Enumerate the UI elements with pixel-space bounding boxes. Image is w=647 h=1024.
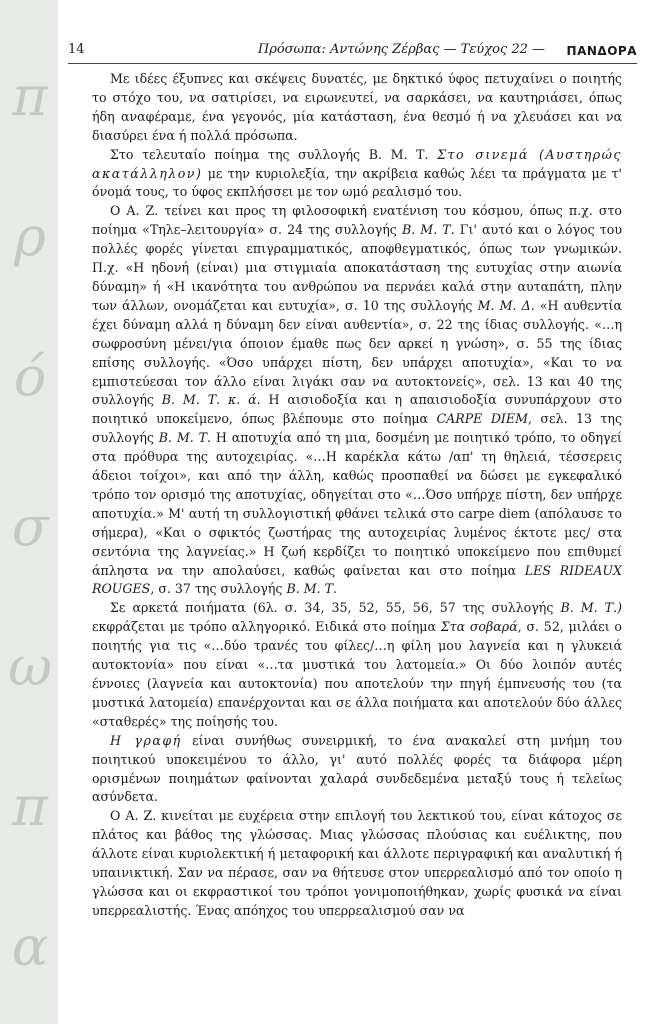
- side-letter: ό: [13, 345, 47, 408]
- text: Στο τελευταίο ποίημα της συλλογής Β. Μ. Τ.: [110, 146, 438, 162]
- collection-title: Β. Μ. Τ.: [158, 430, 212, 446]
- article-body: [92, 70, 622, 921]
- paragraph: [92, 807, 622, 920]
- collection-title: Β. Μ. Τ.: [286, 581, 338, 597]
- side-letter: σ: [11, 495, 49, 558]
- collection-title: Β. Μ. Τ.): [560, 600, 622, 616]
- text: Σε αρκετά ποιήματα (6λ. σ. 34, 35, 52, 55, 56, 57 της συλλογής: [110, 600, 561, 616]
- text: Ο Α. Ζ. κινείται με ευχέρεια στην επιλογή του λεκτικού του, είναι κάτοχος σε πλάτος και βάθος της γλώσσας. Μιας γλώσσας πλούσιας και ευέλικτης, που άλλοτε είναι κυριολεκτική ή μεταφορική και άλλοτε περιγραφική και αναλυτική ή υπαινικτική. Σαν να πέρασε, σαν να θήτευσε στον υπερρεαλισμό από τον οποίο η γλώσσα και οι εκφραστικοί του τρόποι γονιμοποιήθηκαν, χωρίς φυσικά να είναι υπερρεαλιστής. Ένας απόηχος του υπερρεαλισμού σαν να: [92, 808, 622, 918]
- text: εκφράζεται με τρόπο αλληγορικό. Ειδικά στο ποίημα: [92, 619, 441, 635]
- magazine-logo: ΠΑΝΔΟΡΑ: [566, 44, 637, 58]
- collection-title: Β. Μ. Τ. κ. ά.: [161, 392, 261, 408]
- text: , σελ. 13 της συλλογής: [92, 411, 622, 446]
- poem-title: CARPE DIEM: [436, 411, 528, 427]
- collection-title: Μ. Μ. Δ.: [477, 297, 535, 313]
- text: Η αποτυχία από τη μια, δοσμένη με ποιητικό τρόπο, το οδηγεί στα πρόθυρα της αυτοχειρίας. «…Η καρέκλα κάτω /απ' τη θηλειά, τέσσερεις άδειοι τοίχοι», και από την άλλη, καθώς προσπαθεί να δώσει με εγκεφαλικό τρόπο τον ορισμό της αποτυχίας, οδηγείται στο «…Όσο υπήρχε πίστη, δεν υπήρχε αποτυχία.» Μ' αυτή τη συλλογιστική φθάνει τελικά στο carpe diem (απόλαυσε το σήμερα), «Και ο σφικτός ζωστήρας της αυτοχειρίας λυμένος έκτοτε μες/ στα σεντόνια της λαγνείας.» Η ζωή κερδίζει το ποιητικό υποκείμενο που επιθυμεί άπληστα να την απολαύσει, καθώς φαίνεται και στο ποίημα: [92, 430, 622, 578]
- side-letter: ω: [7, 635, 53, 698]
- paragraph: [92, 599, 622, 731]
- side-letter: π: [12, 65, 48, 128]
- side-letter: ρ: [14, 205, 46, 268]
- page-header: [68, 40, 637, 62]
- collection-title: Β. Μ. Τ.: [401, 222, 455, 238]
- paragraph: [92, 70, 622, 146]
- paragraph: [92, 732, 622, 808]
- text: είναι συνήθως συνειρμική, το ένα ανακαλεί στη μνήμη του ποιητικού υποκειμένου το άλλο, γι' αυτό πολλές φορές τα διάφορα μέρη ορισμένων ποιημάτων φαίνονται χαλαρά συνδεδεμένα μεταξύ τους ή τελείως ασύνδετα.: [92, 732, 622, 805]
- text: με την κυριολεξία, την ακρίβεια καθώς λέει τα πράγματα με τ' όνομά τους, το ύφος εκπλήσσει με τον ωμό ρεαλισμό του.: [92, 165, 622, 200]
- side-letter: α: [11, 915, 49, 978]
- text: , σ. 52, μιλάει ο ποιητής για τις «…δύο τρανές του φίλες/…η φίλη μου λαγνεία και η γλυκειά αυτοκτονία» που είναι «…τα μυστικά του λατομεία.» Οι δύο λοιπόν αυτές έννοιες (λαγνεία και αυτοκτονία) που αποτελούν την πηγή έμπνευσής του (τα μυστικά λατομεία) επανέρχονται και σε άλλα ποιήματα και αποτελούν δύο άλλες «σταθερές» της ποίησής του.: [92, 619, 622, 729]
- text: Με ιδέες έξυπνες και σκέψεις δυνατές, με δηκτικό ύφος πετυχαίνει ο ποιητής το στόχο του, να σατιρίσει, να ειρωνευτεί, να σαρκάσει, να καυτηριάσει, όπως ήδη αναφέραμε, ένα γεγονός, μία κατάσταση, ένα θεσμό ή να χλευάσει και να διασύρει ένα ή πολλά πρόσωπα.: [92, 71, 622, 143]
- side-letter: π: [12, 775, 48, 838]
- paragraph: [92, 146, 622, 203]
- text: Ο Α. Ζ. τείνει και προς τη φιλοσοφική ενατένιση του κόσμου, όπως π.χ. στο ποίημα «Τηλε–λειτουργία» σ. 24 της συλλογής: [92, 203, 622, 238]
- text: , σ. 37 της συλλογής: [150, 581, 287, 597]
- text: «Η αυθεντία έχει δύναμη αλλά η δύναμη δεν είναι αυθεντία», σ. 22 της ίδιας συλλογής. «…η σωφροσύνη μένει/για όποιον έμαθε πως δεν αρκεί η γνώση», σ. 55 της ίδιας επίσης συλλογής. «Όσο υπάρχει πίστη, δεν υπάρχει αποτυχία», «Και το να εμπιστεύεσαι τον άλλο είναι λιγάκι σαν να αυτοκτονείς», σελ. 13 και 40 της συλλογής: [92, 297, 622, 408]
- running-head: Πρόσωπα: Αντώνης Ζέρβας — Τεύχος 22 —: [257, 42, 545, 57]
- poem-title: LES RIDEAUX ROUGES: [92, 562, 622, 597]
- text: Γι' αυτό και ο λόγος του πολλές φορές γίνεται επιγραμματικός, αποφθεγματικός, όπως των γνωμικών. Π.χ. «Η ηδονή (είναι) μια στιγμιαία αποκατάσταση της ευτυχίας στην αιωνία δύναμη» ή «Η ικανότητα του ανθρώπου να περνάει καλά στην αυταπάτη, πλην των άλλων, ονομάζεται και ευτυχία», σ. 10 της συλλογής: [92, 222, 622, 313]
- header-rule: [68, 63, 637, 64]
- emphasis: Η γραφή: [110, 732, 182, 748]
- decorative-side-strip: [0, 0, 58, 1024]
- text: Η αισιοδοξία και η απαισιοδοξία συνυπάρχουν στο ποιητικό υποκείμενο, όπως βλέπουμε στο ποίημα: [92, 392, 622, 427]
- poem-title: Στα σοβαρά: [440, 619, 518, 635]
- page-number: 14: [68, 42, 85, 57]
- paragraph: [92, 202, 622, 599]
- poem-title: Στο σινεμά (Αυστηρώς ακατάλληλον): [92, 146, 622, 181]
